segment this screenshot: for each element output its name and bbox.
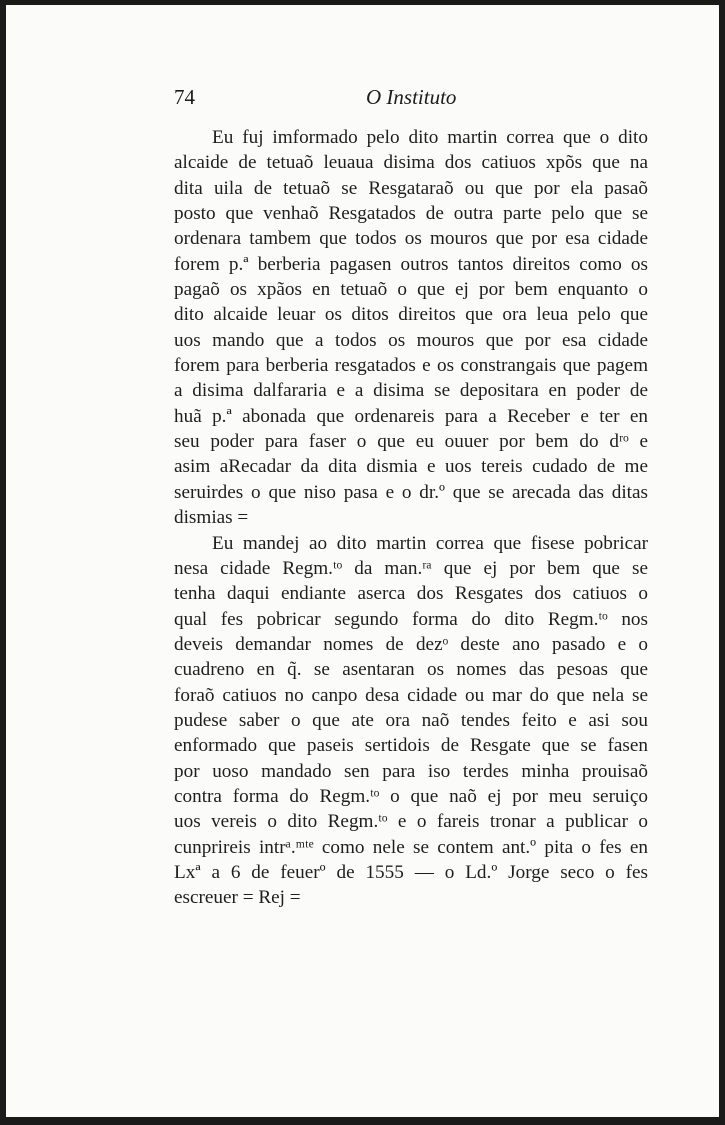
text-line: qual fes pobricar segundo forma do dito Regm.ᵗᵒ nos [174, 608, 648, 630]
text-line: Eu mandej ao dito martin correa que fisese pobricar [212, 532, 648, 554]
page-number: 74 [174, 85, 195, 109]
text-line: cunprireis intrᵃ.ᵐᵗᵉ como nele se contem ant.º pita o fes en [174, 836, 648, 858]
running-title: O Instituto [366, 85, 457, 109]
body-text [174, 125, 648, 911]
text-line: asim aRecadar da dita dismia e uos tereis cudado de me [174, 456, 648, 478]
text-line: tenha daqui endiante aserca dos Resgates dos catiuos o [174, 583, 648, 605]
text-line: huã p.ª abonada que ordenareis para a Receber e ter en [174, 405, 648, 427]
text-line: forem p.ª berberia pagasen outros tantos direitos como os [174, 253, 648, 275]
text-line: dismias = [174, 507, 249, 529]
paragraph-2 [174, 531, 648, 911]
text-line: seu poder para faser o que eu ouuer por bem do dʳᵒ e [174, 431, 648, 453]
text-line: a disima dalfararia e a disima se depositara en poder de [174, 380, 648, 402]
text-line: contra forma do Regm.ᵗᵒ o que naõ ej por meu seruiço [174, 785, 648, 807]
text-line: forem para berberia resgatados e os constrangais que pagem [174, 355, 648, 377]
text-line: posto que venhaõ Resgatados de outra parte pelo que se [174, 203, 648, 225]
text-line: dito alcaide leuar os ditos direitos que ora leua pelo que [174, 304, 648, 326]
text-line: pagaõ os xpãos en tetuaõ o que ej por bem enquanto o [174, 279, 648, 301]
text-line: por uoso mandado sen para iso terdes minha prouisaõ [174, 760, 648, 782]
text-line: cuadreno en q̃. se asentaran os nomes das pesoas que [174, 659, 648, 681]
text-line: enformado que paseis sertidois de Resgate que se fasen [174, 735, 648, 757]
text-line: uos mando que a todos os mouros que por esa cidade [174, 329, 648, 351]
text-line: Lxª a 6 de feuerº de 1555 — o Ld.º Jorge seco o fes [174, 861, 648, 883]
text-line: pudese saber o que ate ora naõ tendes feito e asi sou [174, 709, 648, 731]
text-line: Eu fuj imformado pelo dito martin correa que o dito [212, 127, 648, 148]
text-line: escreuer = Rej = [174, 887, 301, 909]
paragraph-1 [174, 125, 648, 531]
text-line: seruirdes o que niso pasa e o dr.º que se arecada das ditas [174, 481, 648, 503]
page-header [174, 85, 648, 115]
text-line: dita uila de tetuaõ se Resgataraõ ou que por ela pasaõ [174, 177, 648, 199]
text-line: nesa cidade Regm.ᵗᵒ da man.ʳᵃ que ej por bem que se [174, 557, 648, 579]
text-line: deveis demandar nomes de dezᵒ deste ano pasado e o [174, 633, 648, 655]
text-line: foraõ catiuos no canpo desa cidade ou mar do que nela se [174, 684, 648, 706]
text-line: ordenara tambem que todos os mouros que por esa cidade [174, 228, 648, 250]
document-page [6, 5, 719, 1117]
text-line: alcaide de tetuaõ leuaua disima dos catiuos xpõs que na [174, 152, 648, 174]
text-line: uos vereis o dito Regm.ᵗᵒ e o fareis tronar a publicar o [174, 811, 648, 833]
